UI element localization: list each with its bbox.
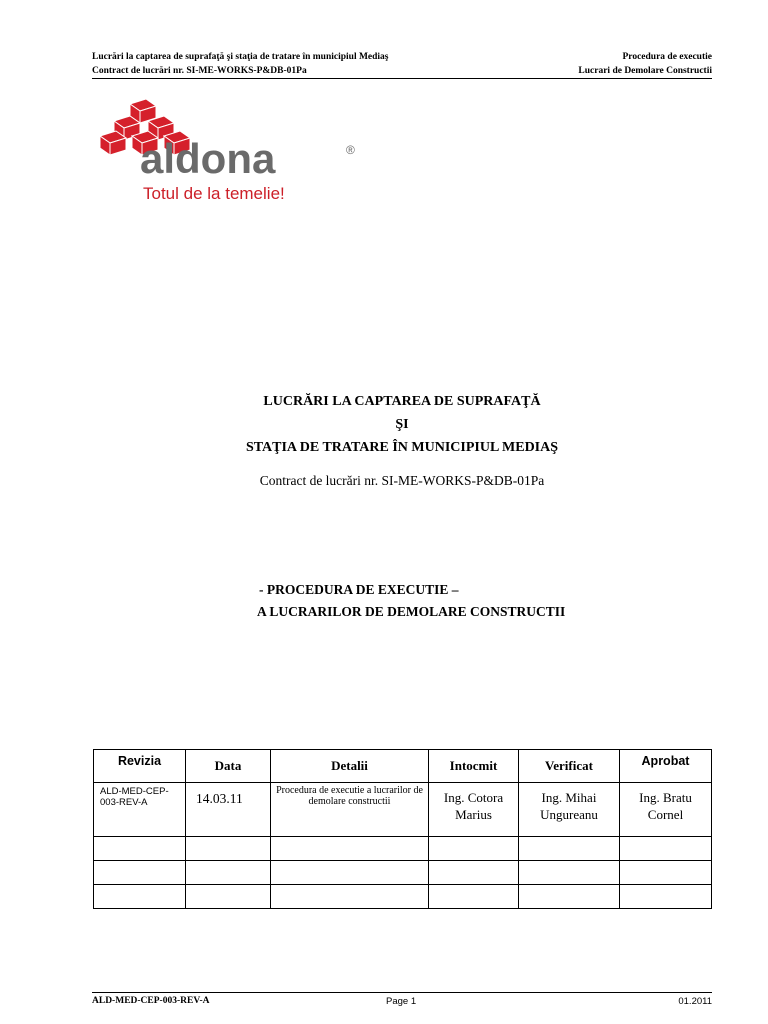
page-header bbox=[92, 50, 712, 78]
procedure-line-1: - PROCEDURA DE EXECUTIE – bbox=[259, 582, 459, 597]
header-verificat: Verificat bbox=[519, 750, 620, 783]
revision-table bbox=[93, 749, 712, 909]
cell-revizia: ALD-MED-CEP-003-REV-A bbox=[94, 783, 186, 837]
header-aprobat: Aprobat bbox=[620, 750, 712, 783]
header-data: Data bbox=[186, 750, 271, 783]
header-intocmit: Intocmit bbox=[429, 750, 519, 783]
header-contract: Contract de lucrări nr. SI-ME-WORKS-P&DB-01Pa bbox=[92, 66, 307, 76]
header-doc-type: Procedura de executie bbox=[622, 52, 712, 62]
title-line-3: STAŢIA DE TRATARE ÎN MUNICIPIUL MEDIAŞ bbox=[245, 440, 559, 455]
header-detalii: Detalii bbox=[271, 750, 429, 783]
table-header-row bbox=[94, 750, 712, 783]
procedure-line-2: A LUCRARILOR DE DEMOLARE CONSTRUCTII bbox=[257, 604, 566, 619]
cell-intocmit: Ing. Cotora Marius bbox=[429, 783, 519, 837]
title-contract: Contract de lucrări nr. SI-ME-WORKS-P&DB-01Pa bbox=[259, 473, 545, 488]
footer-divider bbox=[92, 992, 712, 993]
title-line-1: LUCRĂRI LA CAPTAREA DE SUPRAFAŢĂ bbox=[263, 394, 541, 409]
title-line-2: ŞI bbox=[395, 417, 409, 432]
footer-page-number: Page 1 bbox=[386, 996, 417, 1007]
header-divider bbox=[92, 78, 712, 79]
header-doc-subject: Lucrari de Demolare Constructii bbox=[578, 66, 712, 76]
logo-tagline: Totul de la temelie! bbox=[143, 184, 285, 203]
footer-doc-code: ALD-MED-CEP-003-REV-A bbox=[92, 996, 210, 1006]
table-row-empty bbox=[94, 885, 712, 909]
table-row-empty bbox=[94, 861, 712, 885]
logo-registered-mark: ® bbox=[346, 143, 355, 157]
header-project-title: Lucrări la captarea de suprafaţă şi staţia de tratare în municipiul Mediaş bbox=[92, 52, 389, 62]
footer-date: 01.2011 bbox=[678, 996, 712, 1007]
table-row bbox=[94, 783, 712, 837]
header-revizia: Revizia bbox=[94, 750, 186, 783]
logo-wordmark: aldona bbox=[140, 135, 276, 182]
cell-verificat: Ing. Mihai Ungureanu bbox=[519, 783, 620, 837]
document-title bbox=[92, 390, 712, 489]
page-footer bbox=[92, 996, 712, 1010]
cell-data: 14.03.11 bbox=[186, 783, 271, 837]
cell-detalii: Procedura de executie a lucrarilor de demolare constructii bbox=[271, 783, 429, 837]
cell-aprobat: Ing. Bratu Cornel bbox=[620, 783, 712, 837]
table-row-empty bbox=[94, 837, 712, 861]
